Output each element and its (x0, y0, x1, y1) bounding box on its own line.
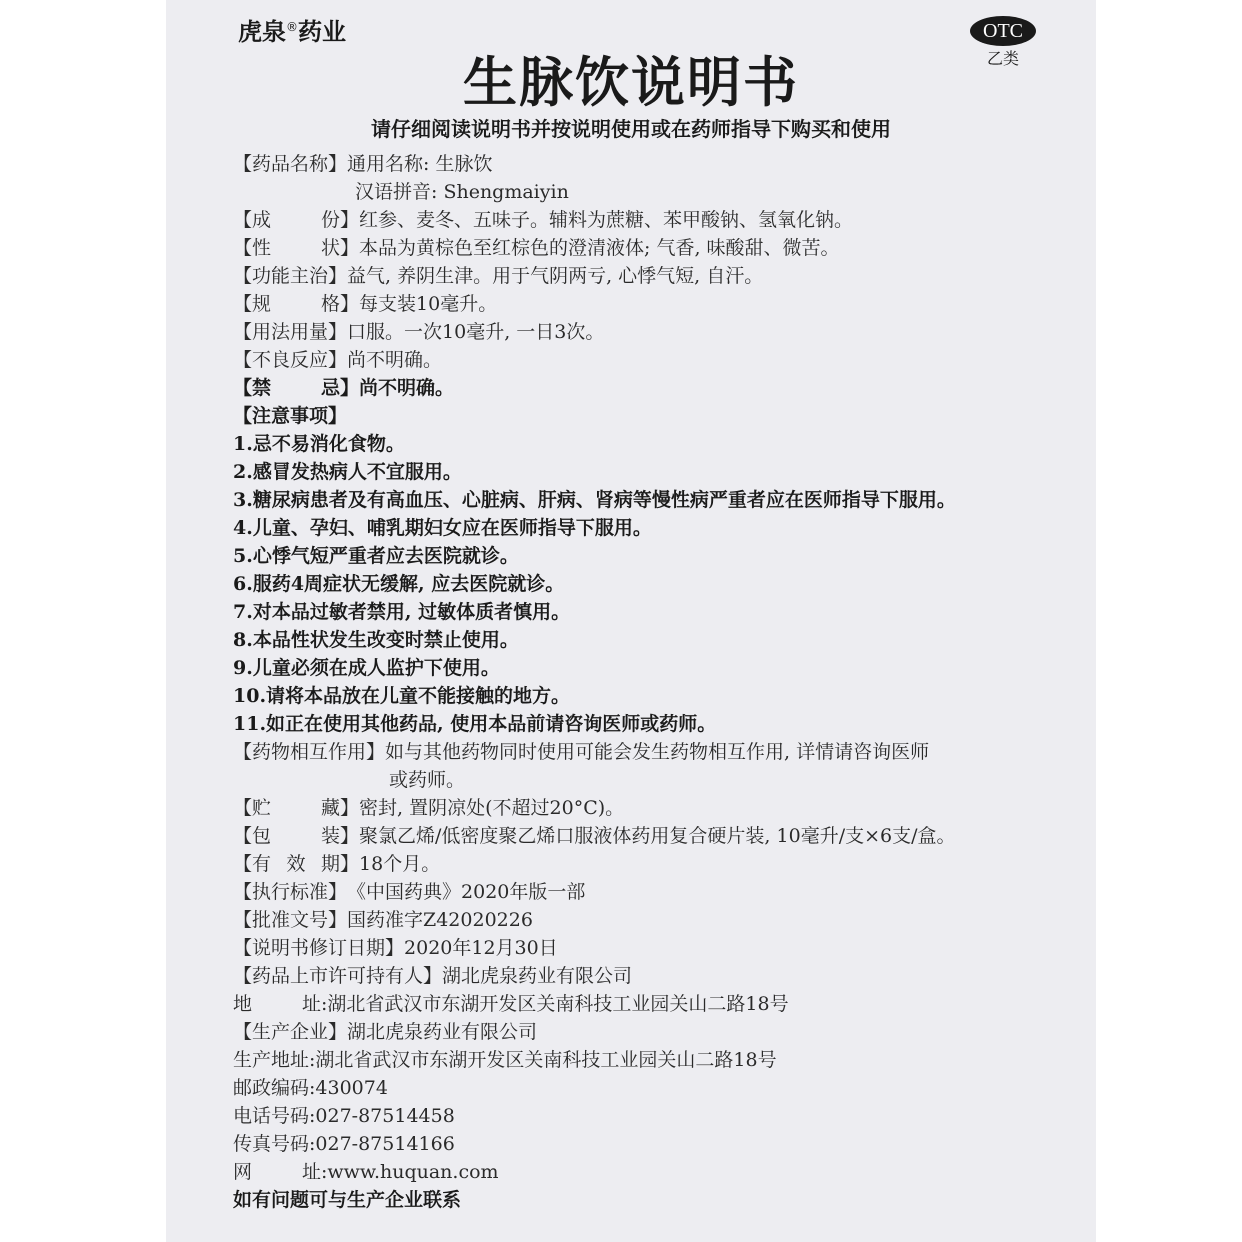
row-address: 地址: 湖北省武汉市东湖开发区关南科技工业园关山二路18号 (233, 993, 789, 1015)
row-spec: 【规格】 每支装10毫升。 (233, 293, 498, 315)
contact-note: 如有问题可与生产企业联系 (233, 1189, 462, 1211)
list-item: 5.心悸气短严重者应去医院就诊。 (233, 545, 519, 567)
row-interaction: 【药物相互作用】 如与其他药物同时使用可能会发生药物相互作用, 详情请咨询医师 (233, 741, 930, 763)
brand-logo: 虎泉®药业 (238, 18, 346, 46)
list-item: 8.本品性状发生改变时禁止使用。 (233, 629, 519, 651)
row-pinyin: 汉语拼音: Shengmaiyin (355, 181, 569, 203)
list-item: 2.感冒发热病人不宜服用。 (233, 461, 462, 483)
row-composition: 【成份】 红参、麦冬、五味子。辅料为蔗糖、苯甲酸钠、氢氧化钠。 (233, 209, 854, 231)
row-contraindication: 【禁忌】 尚不明确。 (233, 377, 455, 399)
row-adverse: 【不良反应】 尚不明确。 (233, 349, 443, 371)
list-item: 4.儿童、孕妇、哺乳期妇女应在医师指导下服用。 (233, 517, 652, 539)
page-title: 生脉饮说明书 (463, 51, 799, 114)
reading-notice: 请仔细阅读说明书并按说明使用或在药师指导下购买和使用 (371, 117, 891, 141)
row-manufacturer: 【生产企业】 湖北虎泉药业有限公司 (233, 1021, 538, 1043)
precautions-list (233, 430, 1083, 738)
precautions-title: 【注意事项】 (233, 405, 348, 427)
row-prod-address: 生产地址: 湖北省武汉市东湖开发区关南科技工业园关山二路18号 (233, 1049, 777, 1071)
list-item: 9.儿童必须在成人监护下使用。 (233, 657, 500, 679)
leaflet-body (233, 150, 1083, 1214)
row-approval: 【批准文号】 国药准字Z42020226 (233, 909, 533, 931)
list-item: 7.对本品过敏者禁用, 过敏体质者慎用。 (233, 601, 571, 623)
row-holder: 【药品上市许可持有人】 湖北虎泉药业有限公司 (233, 965, 633, 987)
row-indication: 【功能主治】 益气, 养阴生津。用于气阴两亏, 心悸气短, 自汗。 (233, 265, 764, 287)
row-interaction-cont: 或药师。 (389, 769, 466, 791)
list-item: 3.糖尿病患者及有高血压、心脏病、肝病、肾病等慢性病严重者应在医师指导下服用。 (233, 489, 956, 511)
row-fax: 传真号码: 027-87514166 (233, 1133, 455, 1155)
row-revision: 【说明书修订日期】 2020年12月30日 (233, 937, 558, 959)
row-standard: 【执行标准】 《中国药典》2020年版一部 (233, 881, 586, 903)
list-item: 11.如正在使用其他药品, 使用本品前请咨询医师或药师。 (233, 713, 717, 735)
row-character: 【性状】 本品为黄棕色至红棕色的澄清液体; 气香, 味酸甜、微苦。 (233, 237, 840, 259)
row-storage: 【贮藏】 密封, 置阴凉处(不超过20°C)。 (233, 797, 625, 819)
row-usage: 【用法用量】 口服。一次10毫升, 一日3次。 (233, 321, 605, 343)
list-item: 1.忌不易消化食物。 (233, 433, 405, 455)
row-package: 【包装】 聚氯乙烯/低密度聚乙烯口服液体药用复合硬片装, 10毫升/支×6支/盒。 (233, 825, 956, 847)
list-item: 6.服药4周症状无缓解, 应去医院就诊。 (233, 573, 565, 595)
row-validity: 【有效期】 18个月。 (233, 853, 441, 875)
list-item: 10.请将本品放在儿童不能接触的地方。 (233, 685, 571, 707)
otc-class: 乙类 (986, 49, 1019, 68)
row-website: 网址: www.huquan.com (233, 1161, 499, 1183)
otc-label: OTC (970, 16, 1036, 46)
row-postcode: 邮政编码: 430074 (233, 1077, 388, 1099)
row-drug-name: 【药品名称】 通用名称: 生脉饮 (233, 153, 493, 175)
row-phone: 电话号码: 027-87514458 (233, 1105, 455, 1127)
